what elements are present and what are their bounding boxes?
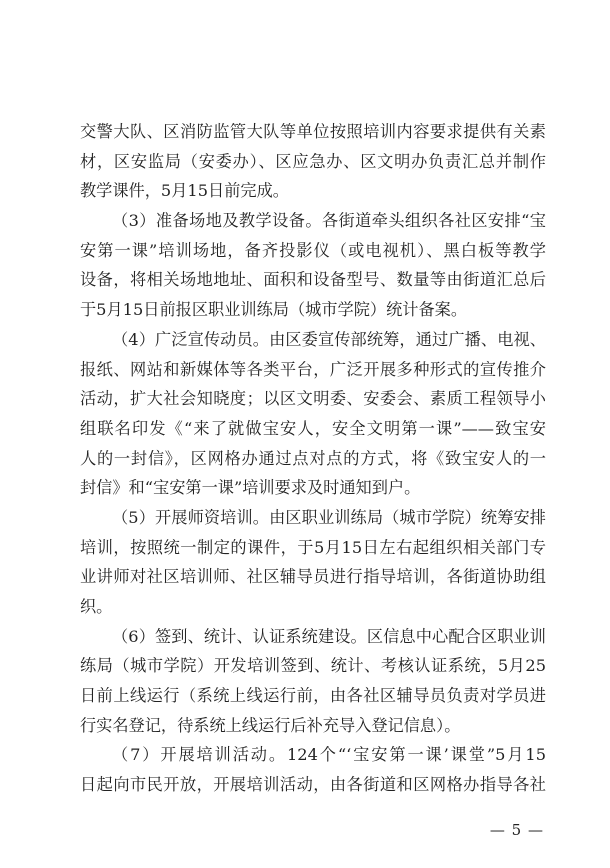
text-line: 活动，扩大社会知晓度；以区文明委、安委会、素质工程领导小 — [80, 389, 546, 409]
text-line: 报纸、网站和新媒体等各类平台，广泛开展多种形式的宣传推介 — [80, 359, 546, 379]
text-line: 业讲师对社区培训师、社区辅导员进行指导培训，各街道协助组 — [80, 567, 546, 587]
text-line: 日前上线运行（系统上线运行前，由各社区辅导员负责对学员进 — [80, 686, 546, 706]
text-line: 材，区安监局（安委办）、区应急办、区文明办负责汇总并制作 — [80, 151, 546, 171]
text-line: 设备，将相关场地地址、面积和设备型号、数量等由街道汇总后 — [80, 270, 546, 290]
paragraph-6-first-line: （6）签到、统计、认证系统建设。区信息中心配合区职业训 — [112, 626, 546, 646]
text-line: 组联名印发《“来了就做宝安人，安全文明第一课”——致宝安 — [80, 418, 546, 438]
text-line: 教学课件，5月15日前完成。 — [80, 181, 289, 201]
body-text — [80, 117, 546, 800]
paragraph-4-first-line: （4）广泛宣传动员。由区委宣传部统筹，通过广播、电视、 — [112, 329, 546, 349]
text-line: 安第一课”培训场地，备齐投影仪（或电视机）、黑白板等教学 — [80, 240, 546, 260]
text-line: 交警大队、区消防监管大队等单位按照培训内容要求提供有关素 — [80, 122, 546, 141]
text-line: 于5月15日前报区职业训练局（城市学院）统计备案。 — [80, 300, 468, 320]
text-line: 日起向市民开放，开展培训活动，由各街道和区网格办指导各社 — [80, 775, 546, 795]
paragraph-3-first-line: （3）准备场地及教学设备。各街道牵头组织各社区安排“宝 — [112, 211, 546, 231]
text-line: 封信》和“宝安第一课”培训要求及时通知到户。 — [80, 478, 421, 498]
paragraph-5-first-line: （5）开展师资培训。由区职业训练局（城市学院）统筹安排 — [112, 507, 546, 527]
text-line: 织。 — [80, 597, 113, 616]
text-line: 人的一封信》，区网格办通过点对点的方式，将《致宝安人的一 — [80, 448, 546, 468]
page-number: — 5 — — [489, 821, 544, 839]
paragraph-7-first-line: （7）开展培训活动。124个“‘宝安第一课’课堂”5月15 — [112, 745, 546, 765]
text-line: 练局（城市学院）开发培训签到、统计、考核认证系统，5月25 — [80, 656, 546, 676]
text-line: 培训，按照统一制定的课件，于5月15日左右起组织相关部门专 — [80, 537, 546, 557]
text-line: 行实名登记，待系统上线运行后补充导入登记信息）。 — [80, 715, 461, 735]
